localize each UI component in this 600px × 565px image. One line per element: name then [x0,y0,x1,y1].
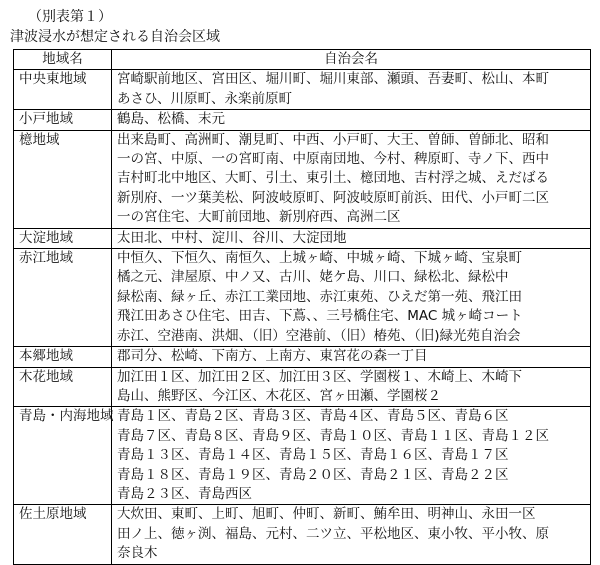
tsunami-area-table [13,49,591,565]
association-line: 出来島町、高洲町、潮見町、中西、小戸町、大王、曽師、曽師北、昭和 [117,131,549,148]
association-list [112,367,591,407]
region-name: 中央東地域 [14,70,112,110]
association-line: 島山、熊野区、今江区、木花区、宮ヶ田瀬、学園桜２ [117,387,441,404]
region-name: 小戸地域 [14,110,112,130]
association-line: 太田北、中村、淀川、谷川、大淀団地 [117,229,347,246]
association-list [112,110,591,130]
region-name: 大淀地域 [14,228,112,248]
region-name: 木花地域 [14,367,112,407]
association-line: 中恒久、下恒久、南恒久、上城ヶ崎、中城ヶ崎、下城ヶ崎、宝泉町 [117,250,522,267]
header-associations: 自治会名 [112,50,591,70]
region-name: 青島・内海地域 [14,407,112,505]
association-list [112,347,591,367]
association-line: 一の宮住宅、大町前団地、新別府西、高洲二区 [117,209,401,226]
association-line: 鶴島、松橋、末元 [117,111,225,128]
association-list [112,70,591,110]
association-list [112,228,591,248]
table-body [14,70,591,564]
table-row [14,367,591,407]
association-line: 宮崎駅前地区、宮田区、堀川町、堀川東部、瀬頭、吾妻町、松山、本町 [117,71,549,88]
association-list [112,407,591,505]
association-list [112,130,591,228]
association-line: 加江田１区、加江田２区、加江田３区、学園桜１、木崎上、木崎下 [117,368,522,385]
association-line: 青島１８区、青島１９区、青島２０区、青島２１区、青島２２区 [117,466,509,483]
region-name: 佐土原地域 [14,505,112,564]
association-line: 大炊田、東町、上町、旭町、仲町、新町、鮪牟田、明神山、永田一区 [117,506,536,523]
association-line: 一の宮、中原、一の宮町南、中原南団地、今村、稗原町、寺ノ下、西中 [117,151,549,168]
association-line: 青島２３区、青島西区 [117,485,252,502]
table-row [14,130,591,228]
association-line: 郡司分、松崎、下南方、上南方、東宮花の森一丁目 [117,348,428,365]
table-row [14,70,591,110]
header-area: 地域名 [14,50,112,70]
region-name: 檍地域 [14,130,112,228]
region-name: 赤江地域 [14,249,112,347]
table-title: 津波浸水が想定される自治会区域 [10,29,220,45]
table-row [14,249,591,347]
table-row [14,347,591,367]
table-row [14,110,591,130]
table-row [14,228,591,248]
association-line: 青島１区、青島２区、青島３区、青島４区、青島５区、青島６区 [117,408,509,425]
region-name: 本郷地域 [14,347,112,367]
table-caption: （別表第１） [28,9,112,25]
association-line: あさひ、川原町、永楽前原町 [117,90,292,107]
association-line: 飛江田あさひ住宅、田吉、下蔦、、三号橋住宅、MAC 城ヶ崎コート [117,308,523,325]
table-row [14,505,591,564]
association-line: 田ノ上、徳ヶ渕、福島、元村、二ツ立、平松地区、東小牧、平小牧、原 [117,525,549,542]
association-line: 緑松南、緑ヶ丘、赤江工業団地、赤江東苑、ひえだ第一苑、飛江田 [117,288,522,305]
association-list [112,249,591,347]
table-row [14,407,591,505]
association-list [112,505,591,564]
association-line: 吉村町北中地区、大町、引土、東引土、檍団地、吉村浮之城、えだばる [117,170,549,187]
association-line: 赤江、空港南、洪畑、（旧）空港前、（旧）椿苑、（旧)緑光苑自治会 [117,327,521,344]
association-line: 青島１３区、青島１４区、青島１５区、青島１６区、青島１７区 [117,447,509,464]
association-line: 新別府、一ツ葉美松、阿波岐原町、阿波岐原町前浜、田代、小戸町二区 [117,189,549,206]
association-line: 橘之元、津屋原、中ノ又、古川、姥ケ島、川口、緑松北、緑松中 [117,269,509,286]
table-header-row [14,50,591,70]
association-line: 奈良木 [117,545,158,562]
association-line: 青島７区、青島８区、青島９区、青島１０区、青島１１区、青島１２区 [117,427,549,444]
